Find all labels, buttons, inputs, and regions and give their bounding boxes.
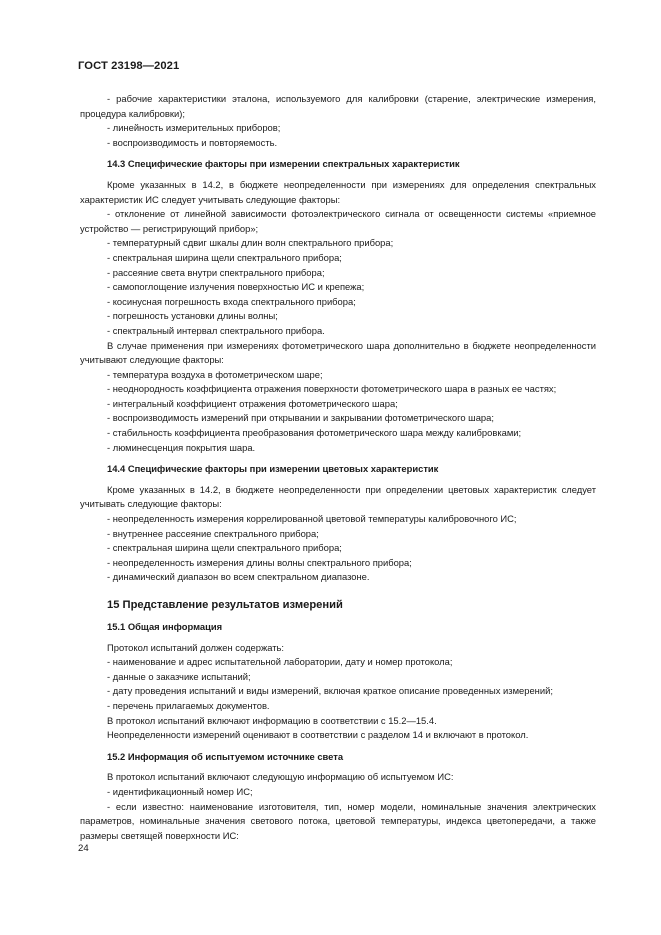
- list-item: - самопоглощение излучения поверхностью ИС и крепежа;: [107, 281, 365, 293]
- list-item: - перечень прилагаемых документов.: [107, 699, 270, 711]
- subsection-heading: 14.3 Специфические факторы при измерении спектральных характеристик: [107, 158, 460, 170]
- list-item: В протокол испытаний включают информацию в соответствии с 15.2—15.4.: [107, 714, 437, 726]
- subsection-heading: 14.4 Специфические факторы при измерении цветовых характеристик: [107, 463, 439, 475]
- list-item: - спектральный интервал спектрального прибора.: [107, 324, 325, 336]
- document-header: ГОСТ 23198—2021: [78, 60, 180, 72]
- list-item: Протокол испытаний должен содержать:: [107, 641, 285, 653]
- list-item: Неопределенности измерений оценивают в соответствии с разделом 14 и включают в протокол.: [107, 729, 529, 741]
- list-item: - неопределенность измерения коррелированной цветовой температуры калибровочного ИС;: [107, 513, 517, 525]
- list-item: - идентификационный номер ИС;: [107, 785, 253, 797]
- list-item: - динамический диапазон во всем спектральном диапазоне.: [107, 571, 370, 583]
- list-item: - рассеяние света внутри спектрального прибора;: [107, 266, 325, 278]
- list-item: - линейность измерительных приборов;: [107, 122, 281, 134]
- list-item: - стабильность коэффициента преобразования фотометрического шара между калибровками;: [107, 427, 522, 439]
- paragraph: Кроме указанных в 14.2, в бюджете неопределенности при измерениях для определения спектральных характеристик ИС следует учитывать следующие факторы:: [80, 178, 596, 205]
- list-item: - неопределенность измерения длины волны спектрального прибора;: [107, 556, 412, 568]
- paragraph: - если известно: наименование изготовителя, тип, номер модели, номинальные значения электрических параметров, номинальные значения светового потока, цветовой температуры, индекса цветопередачи, а также размеры светящей поверхности ИС:: [80, 800, 596, 841]
- list-item: - интегральный коэффициент отражения фотометрического шара;: [107, 397, 398, 409]
- list-item: - косинусная погрешность входа спектрального прибора;: [107, 295, 356, 307]
- list-item: - температура воздуха в фотометрическом шаре;: [107, 368, 323, 380]
- paragraph: - дату проведения испытаний и виды измерений, включая краткое описание проведенных измерений;: [107, 685, 553, 697]
- list-item: В протокол испытаний включают следующую информацию об испытуемом ИС:: [107, 771, 454, 783]
- page-number: 24: [78, 843, 89, 854]
- list-item: - данные о заказчике испытаний;: [107, 670, 251, 682]
- paragraph: - рабочие характеристики эталона, используемого для калибровки (старение, электрические измерения, процедура калибровки);: [80, 93, 596, 119]
- list-item: - погрешность установки длины волны;: [107, 310, 278, 322]
- list-item: - наименование и адрес испытательной лаборатории, дату и номер протокола;: [107, 656, 453, 668]
- subsection-heading: 15.2 Информация об испытуемом источнике света: [107, 750, 344, 762]
- list-item: - люминесценция покрытия шара.: [107, 441, 256, 453]
- list-item: - спектральная ширина щели спектрального прибора;: [107, 251, 342, 263]
- subsection-heading: 15.1 Общая информация: [107, 621, 223, 632]
- document-body: [80, 92, 596, 843]
- section-heading: 15 Представление результатов измерений: [107, 599, 343, 611]
- list-item: - внутреннее рассеяние спектрального прибора;: [107, 527, 319, 539]
- paragraph: Кроме указанных в 14.2, в бюджете неопределенности при определении цветовых характеристик следует учитывать следующие факторы:: [80, 483, 596, 510]
- list-item: - спектральная ширина щели спектрального прибора;: [107, 542, 342, 554]
- list-item: - воспроизводимость и повторяемость.: [107, 136, 278, 148]
- paragraph: - отклонение от линейной зависимости фотоэлектрического сигнала от освещенности системы «приемное устройство — регистрирующий прибор»;: [80, 208, 596, 234]
- paragraph: - неоднородность коэффициента отражения поверхности фотометрического шара в разных ее частях;: [107, 383, 557, 395]
- list-item: - температурный сдвиг шкалы длин волн спектрального прибора;: [107, 237, 394, 249]
- list-item: - воспроизводимость измерений при открывании и закрывании фотометрического шара;: [107, 412, 494, 424]
- paragraph: В случае применения при измерениях фотометрического шара дополнительно в бюджете неопределенности учитывают следующие факторы:: [80, 339, 596, 366]
